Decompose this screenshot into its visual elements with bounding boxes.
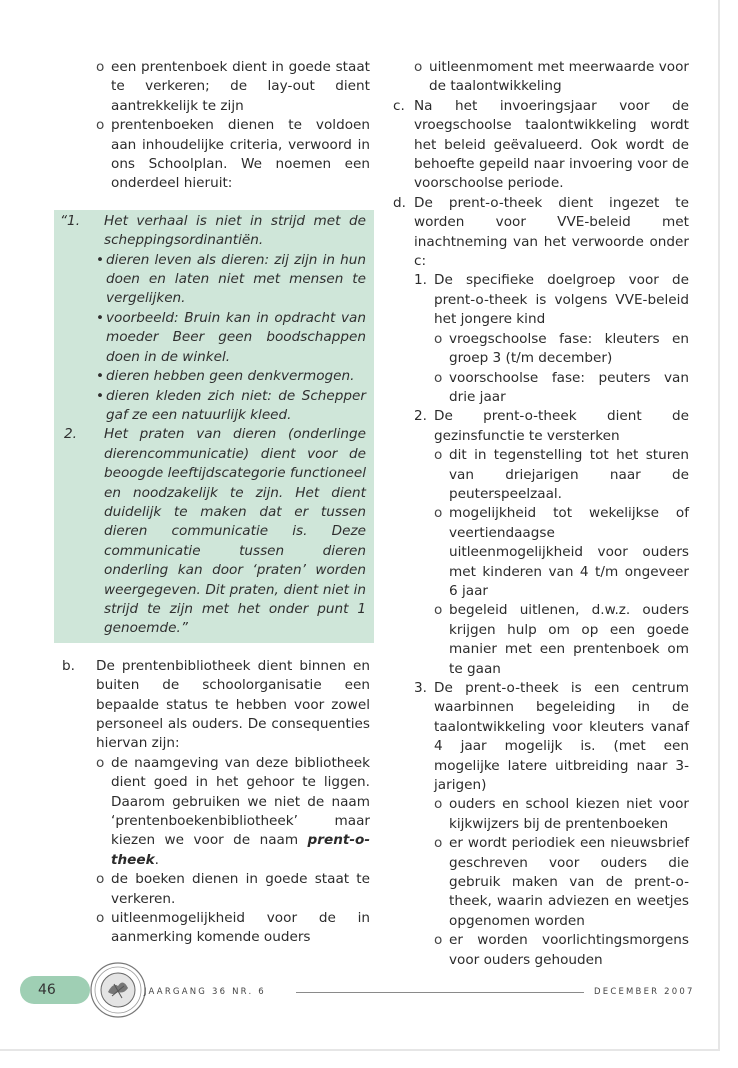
list-item <box>434 446 689 504</box>
open-bullet-icon: o <box>434 447 443 464</box>
issue-date: DECEMBER 2007 <box>594 987 695 997</box>
open-bullet-icon: o <box>434 602 443 619</box>
list-item <box>434 504 689 601</box>
list-item <box>434 795 689 834</box>
quote-bullet <box>96 387 366 426</box>
quote-bullet <box>96 251 366 309</box>
numbered-item <box>414 271 689 329</box>
list-item-d <box>393 194 689 272</box>
dot-bullet-icon: • <box>96 251 105 268</box>
open-bullet-icon: o <box>434 369 443 386</box>
bullet-text: vroegschoolse fase: kleuters en groep 3 (t/m december) <box>449 330 689 367</box>
dot-bullet-icon: • <box>96 368 105 385</box>
page-shadow <box>0 1049 720 1051</box>
bullet-text: dit in tegenstelling tot het sturen van driejarigen naar de peuterspeelzaal. <box>449 447 689 502</box>
bullet-text: er worden voorlichtingsmorgens voor ouders gehouden <box>449 932 689 968</box>
list-marker: d. <box>393 194 406 211</box>
quote-bullet-text: dieren hebben geen denkvermogen. <box>106 368 355 385</box>
bullet-text <box>111 754 370 870</box>
list-item <box>96 909 370 948</box>
list-marker: 2. <box>414 408 427 425</box>
open-bullet-icon: o <box>434 505 443 522</box>
bullet-text: de boeken dienen in goede staat te verkeren. <box>111 871 370 907</box>
quote-item-marker: 2. <box>64 426 77 443</box>
open-bullet-icon: o <box>96 59 105 75</box>
open-bullet-icon: o <box>414 59 423 75</box>
list-item-text: De prent-o-theek is een centrum waarbinnen begeleiding in de taalontwikkeling voor kleuters vanaf 4 jaar mogelijk is. (met een mogelijke latere uitbreiding naar 3-jarigen) <box>434 680 689 794</box>
quote-item-marker: “1. <box>60 212 81 229</box>
list-item-c <box>393 97 689 194</box>
emphasis-text: prent-o-theek <box>111 832 370 868</box>
quote-item <box>60 212 366 251</box>
list-item-text: De prentenbibliotheek dient binnen en buiten de schoolorganisatie een bepaalde status te hebben voor zowel personeel als ouders. De consequenties hiervan zijn: <box>96 657 370 752</box>
page-shadow <box>718 0 720 1050</box>
footer-divider <box>296 992 584 993</box>
bullet-text: ouders en school kiezen niet voor kijkwijzers bij de prentenboeken <box>449 796 689 832</box>
list-item-b <box>62 657 370 754</box>
list-marker: 3. <box>414 680 427 696</box>
page-number: 46 <box>20 976 90 1004</box>
bullet-text: uitleenmogelijkheid voor de in aanmerking komende ouders <box>111 910 370 946</box>
list-item-text: De specifieke doelgroep voor de prent-o-theek is volgens VVE-beleid het jongere kind <box>434 272 689 328</box>
open-bullet-icon: o <box>434 932 443 949</box>
list-marker: b. <box>62 657 75 674</box>
list-item <box>434 834 689 931</box>
bullet-text: begeleid uitlenen, d.w.z. ouders krijgen hulp om op een goede manier met een prentenboek om te gaan <box>449 602 689 677</box>
left-column <box>62 58 370 948</box>
dot-bullet-icon: • <box>96 309 105 326</box>
list-item <box>96 870 370 909</box>
bullet-text: uitleenmoment met meerwaarde voor de taalontwikkeling <box>429 59 689 95</box>
page-footer <box>20 962 700 1022</box>
list-item <box>434 369 689 408</box>
quote-bullet-text: dieren kleden zich niet: de Schepper gaf ze een natuurlijk kleed. <box>106 387 366 423</box>
list-item-text: De prent-o-theek dient de gezinsfunctie te versterken <box>434 408 689 444</box>
list-item <box>96 116 370 194</box>
open-bullet-icon: o <box>434 835 443 852</box>
open-bullet-icon: o <box>96 871 105 888</box>
numbered-item <box>414 679 689 795</box>
journal-logo-icon <box>90 962 146 1018</box>
open-bullet-icon: o <box>96 117 105 134</box>
list-item <box>96 58 370 116</box>
bullet-text: prentenboeken dienen te voldoen aan inhoudelijke criteria, verwoord in ons Schoolplan. We noemen een onderdeel hieruit: <box>111 117 370 192</box>
list-item <box>414 58 689 97</box>
list-item-text: Na het invoeringsjaar voor de vroegschoolse taalontwikkeling wordt het beleid geëvalueerd. Ook wordt de behoefte gepeild naar invoering voor de voorschoolse periode. <box>414 97 689 192</box>
quote-item-text: Het praten van dieren (onderlinge dierencommunicatie) dient voor de beoogde leeftijdscategorie functioneel en noodzakelijk te zijn. Het dient duidelijk te maken dat er tussen dieren communicatie is. Deze communicatie tussen dieren onderling kan door ‘praten’ worden weergegeven. Dit praten, dient niet in strijd te zijn met het onder punt 1 genoemde.” <box>104 426 366 637</box>
list-item <box>434 601 689 679</box>
quote-item <box>64 425 366 638</box>
list-item <box>96 754 370 870</box>
numbered-item <box>414 407 689 446</box>
bullet-text: er wordt periodiek een nieuwsbrief geschreven voor ouders die gebruik maken van de prent-o-theek, waarin adviezen en weetjes opgenomen worden <box>449 835 689 929</box>
bullet-text: voorschoolse fase: peuters van drie jaar <box>449 369 689 405</box>
quote-block <box>54 210 374 643</box>
list-marker: c. <box>393 97 405 114</box>
quote-bullet <box>96 309 366 367</box>
journal-issue: JAARGANG 36 NR. 6 <box>144 987 266 997</box>
quote-bullet-text: dieren leven als dieren: zij zijn in hun doen en laten niet met mensen te vergelijken. <box>106 251 366 307</box>
quote-item-text: Het verhaal is niet in strijd met de scheppingsordinantiën. <box>104 212 366 249</box>
list-marker: 1. <box>414 272 427 289</box>
dot-bullet-icon: • <box>96 387 105 404</box>
quote-bullet <box>96 367 366 386</box>
bullet-text: mogelijkheid tot wekelijkse of veertiendaagse uitleenmogelijkheid voor ouders met kinderen van 4 t/m ongeveer 6 jaar <box>449 505 689 599</box>
open-bullet-icon: o <box>434 796 443 813</box>
list-item-text: De prent-o-theek dient ingezet te worden voor VVE-beleid met inachtneming van het verwoorde onder c: <box>414 194 689 270</box>
right-column <box>393 58 689 970</box>
open-bullet-icon: o <box>96 754 105 771</box>
quote-bullet-text: voorbeeld: Bruin kan in opdracht van moeder Beer geen boodschappen doen in de winkel. <box>106 309 366 365</box>
open-bullet-icon: o <box>96 910 105 927</box>
bullet-text: een prentenboek dient in goede staat te verkeren; de lay-out dient aantrekkelijk te zijn <box>111 59 370 114</box>
list-item <box>434 330 689 369</box>
bullet-text-main: de naamgeving van deze bibliotheek dient goed in het gehoor te liggen. Daarom gebruiken we niet de naam ‘prentenboekenbibliotheek’ maar kiezen we voor de naam <box>111 754 370 849</box>
bullet-text-end: . <box>154 851 159 868</box>
open-bullet-icon: o <box>434 330 443 347</box>
